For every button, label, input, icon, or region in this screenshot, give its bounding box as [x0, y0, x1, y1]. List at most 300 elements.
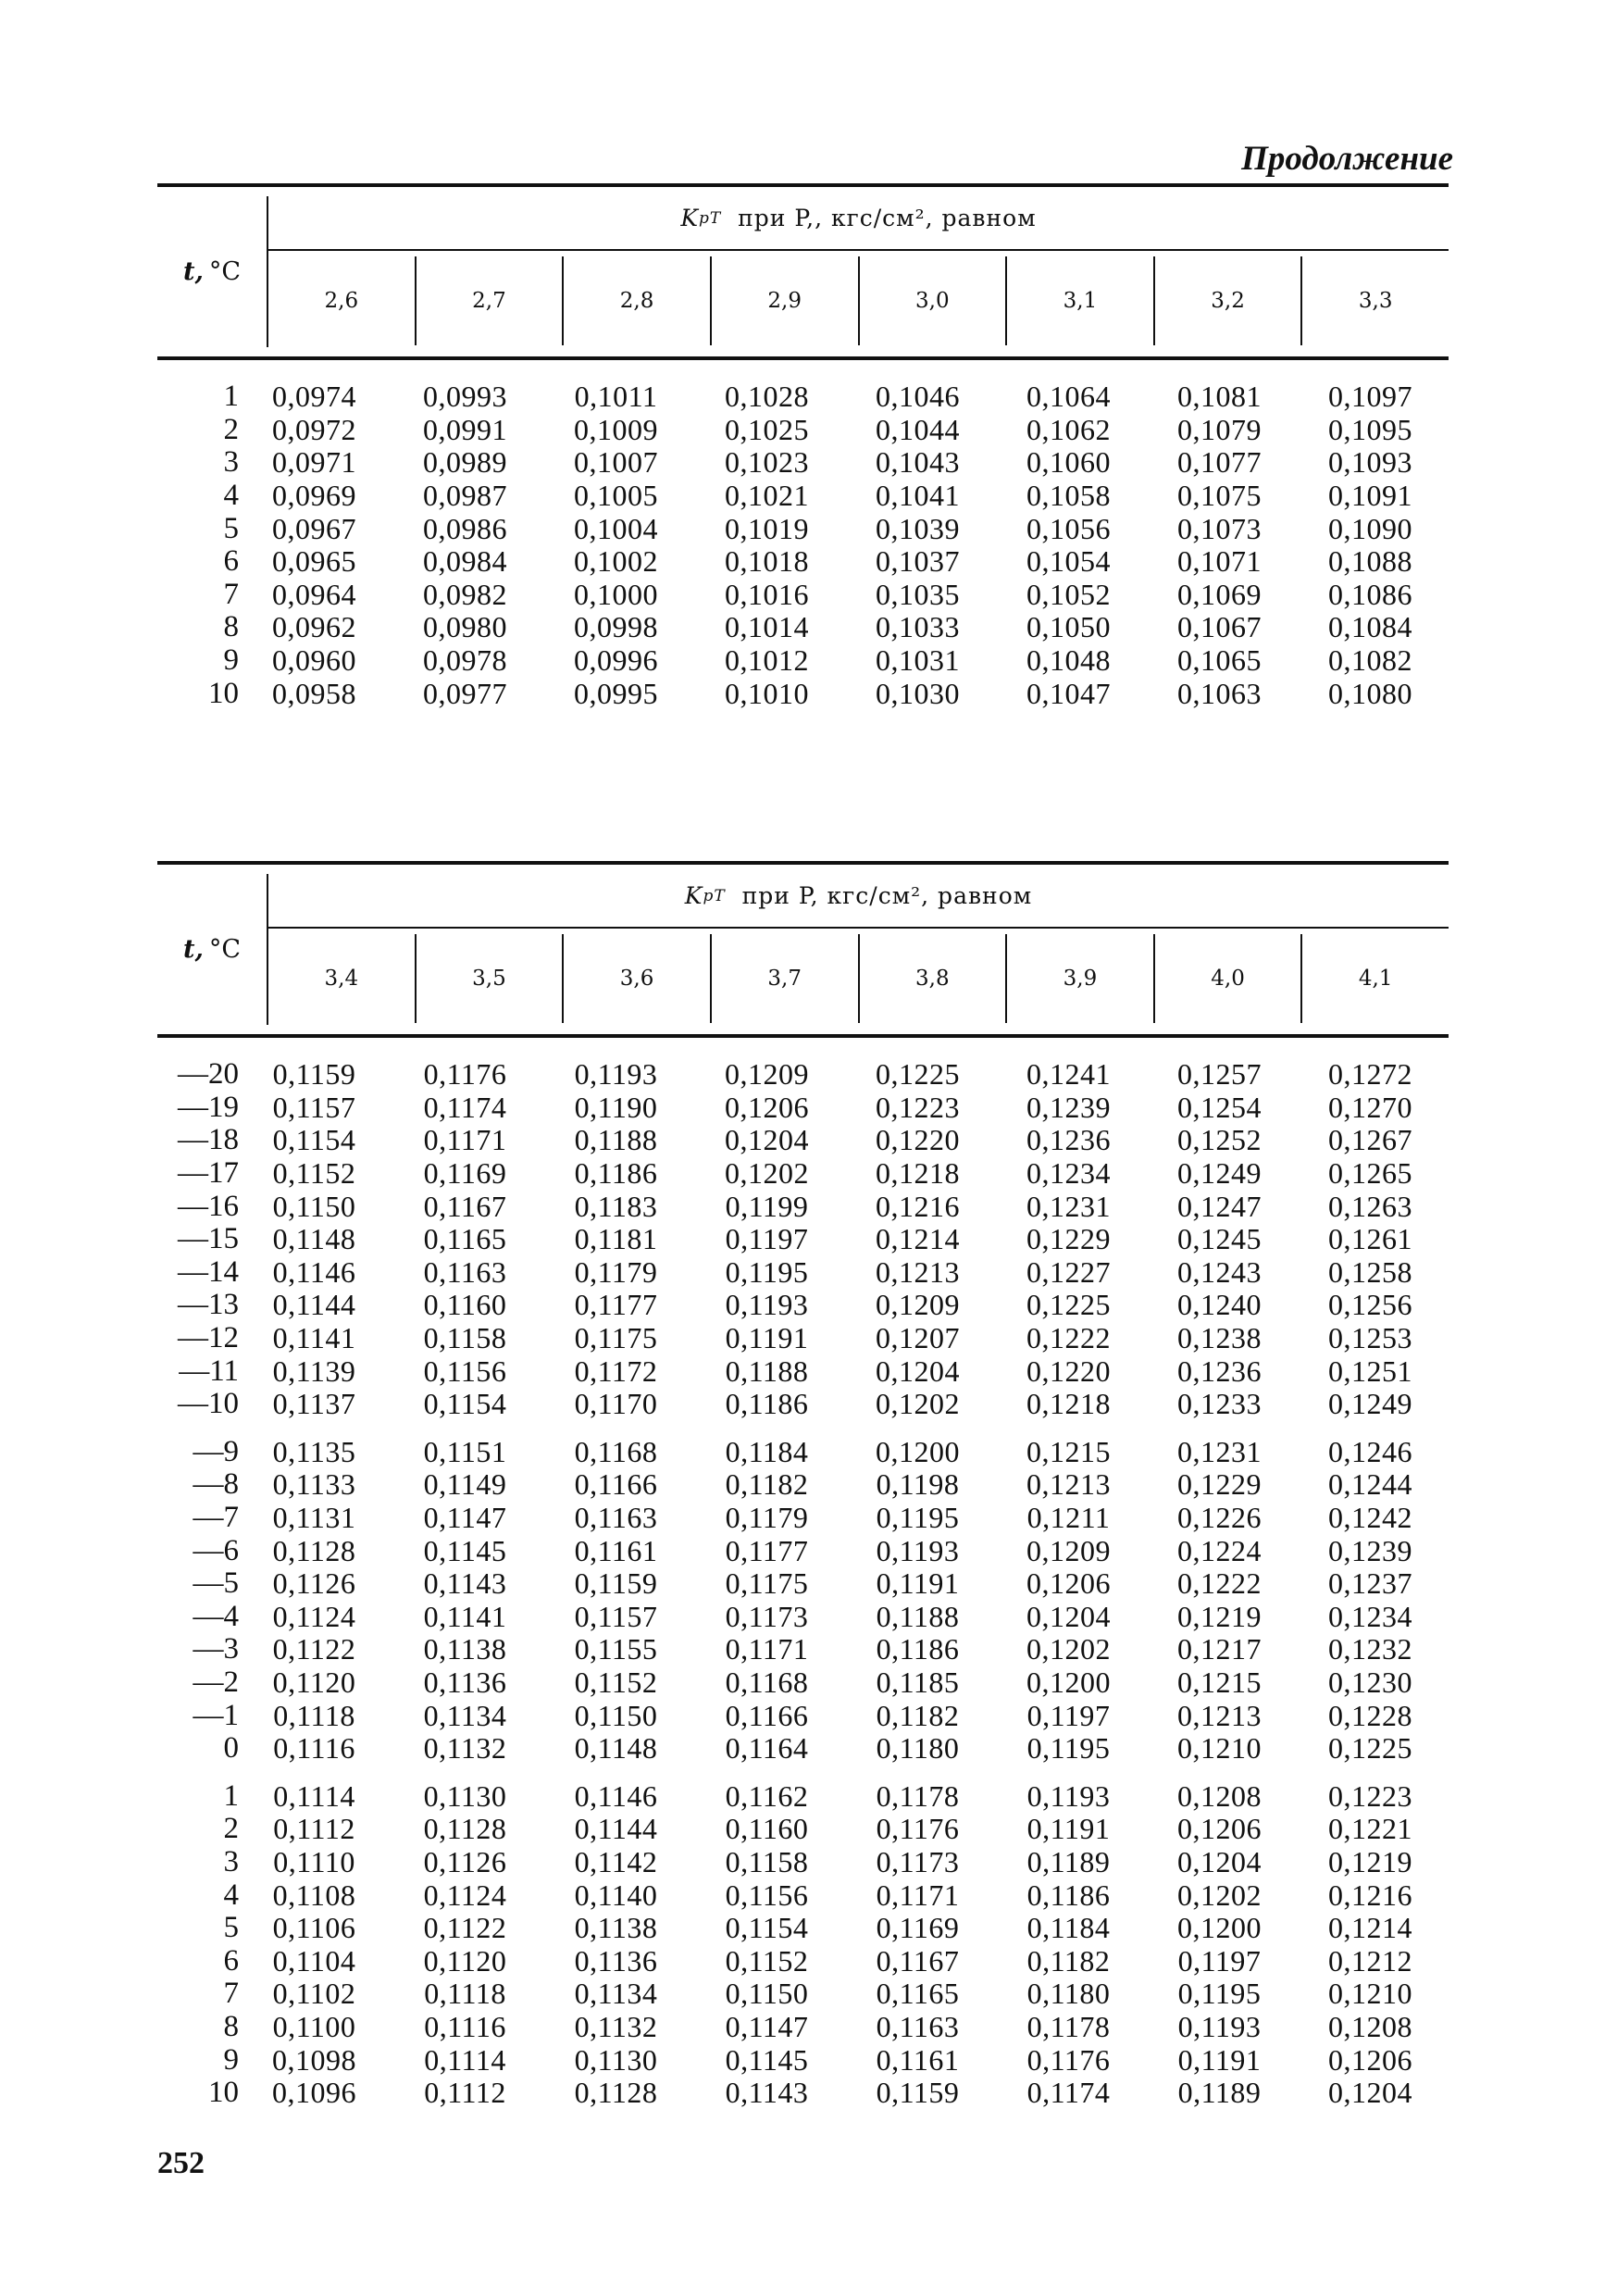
coefficient-cell: 0,1009 [574, 412, 658, 446]
coefficient-cell: 0,1011 [574, 380, 658, 414]
temperature-symbol: t, [182, 257, 204, 286]
coefficient-cell: 0,1208 [1328, 2009, 1412, 2043]
table-row [157, 2043, 1449, 2077]
pressure-column-header: 3,0 [858, 256, 1006, 345]
coefficient-cell: 0,1130 [423, 1778, 507, 1813]
temperature-unit: °C [208, 257, 242, 286]
coefficient-cell: 0,1208 [1177, 1778, 1262, 1813]
coefficient-cell: 0,1097 [1328, 380, 1412, 414]
coefficient-cell: 0,1114 [424, 2042, 506, 2077]
coefficient-cell: 0,1200 [1177, 1911, 1262, 1945]
coefficient-cell: 0,1210 [1177, 1731, 1262, 1766]
temperature-cell: —17 [178, 1156, 239, 1191]
coefficient-cell: 0,1106 [272, 1911, 356, 1945]
coefficient-cell: 0,1131 [272, 1501, 356, 1535]
coefficient-cell: 0,1199 [725, 1189, 809, 1223]
coefficient-cell: 0,1183 [574, 1189, 658, 1223]
coefficient-cell: 0,1223 [1328, 1778, 1412, 1813]
coefficient-cell: 0,1080 [1328, 676, 1412, 710]
coefficient-cell: 0,1154 [272, 1123, 356, 1157]
coefficient-cell: 0,1037 [876, 544, 960, 579]
coefficient-cell: 0,1195 [1177, 1977, 1262, 2011]
table-row [157, 2077, 1449, 2110]
coefficient-cell: 0,0980 [423, 610, 507, 644]
pressure-column-header: 4,1 [1300, 934, 1449, 1023]
coefficient-cell: 0,1206 [1328, 2042, 1412, 2077]
continued-label: Продолжение [1241, 140, 1453, 178]
table-row [157, 1289, 1449, 1322]
temperature-cell: 10 [208, 2076, 239, 2110]
coefficient-cell: 0,1073 [1177, 511, 1262, 545]
table-row [157, 1567, 1449, 1601]
coefficient-cell: 0,1136 [423, 1665, 507, 1699]
coefficient-cell: 0,1204 [876, 1354, 960, 1388]
coefficient-cell: 0,1075 [1177, 479, 1262, 513]
pressure-column-header: 4,0 [1153, 934, 1301, 1023]
table-row [157, 1124, 1449, 1157]
coefficient-cell: 0,1218 [1026, 1387, 1111, 1421]
coefficient-cell: 0,1144 [574, 1812, 658, 1846]
coefficient-cell: 0,1178 [876, 1778, 960, 1813]
table-row [157, 480, 1449, 513]
coefficient-cell: 0,1233 [1177, 1387, 1262, 1421]
coefficient-cell: 0,1096 [272, 2076, 356, 2110]
temperature-cell: 0 [223, 1731, 239, 1766]
coefficient-cell: 0,1143 [423, 1566, 507, 1601]
coefficient-cell: 0,1062 [1026, 412, 1111, 446]
coefficient-cell: 0,1249 [1328, 1387, 1412, 1421]
coefficient-cell: 0,1226 [1177, 1501, 1262, 1535]
table-row [157, 512, 1449, 545]
coefficient-cell: 0,1227 [1026, 1254, 1111, 1289]
temperature-cell: 8 [223, 610, 239, 644]
coefficient-cell: 0,1231 [1177, 1434, 1262, 1468]
coefficient-cell: 0,1191 [725, 1321, 809, 1355]
coefficient-cell: 0,1240 [1177, 1288, 1262, 1322]
temperature-cell: 6 [223, 544, 239, 579]
coefficient-symbol: K [680, 205, 699, 231]
table-row [157, 1468, 1449, 1502]
temperature-header [157, 187, 267, 356]
coefficient-cell: 0,1186 [725, 1387, 809, 1421]
temperature-cell: 5 [223, 1911, 239, 1945]
coefficient-cell: 0,1067 [1177, 610, 1262, 644]
pressure-column-header: 3,8 [858, 934, 1006, 1023]
coefficient-cell: 0,1120 [272, 1665, 356, 1699]
coefficient-cell: 0,1056 [1026, 511, 1111, 545]
coefficient-cell: 0,1228 [1328, 1698, 1412, 1732]
coefficient-cell: 0,1014 [725, 610, 809, 644]
coefficient-cell: 0,1126 [272, 1566, 356, 1601]
coefficient-cell: 0,1263 [1328, 1189, 1412, 1223]
pressure-column-header: 2,7 [415, 256, 563, 345]
temperature-cell: —13 [178, 1288, 239, 1322]
coefficient-cell: 0,1180 [1026, 1977, 1111, 2011]
coefficient-cell: 0,1173 [725, 1599, 809, 1633]
coefficient-cell: 0,1213 [876, 1254, 960, 1289]
table-row [157, 1092, 1449, 1125]
table-row [157, 677, 1449, 710]
coefficient-cell: 0,1219 [1328, 1844, 1412, 1878]
coefficient-cell: 0,1232 [1328, 1632, 1412, 1666]
temperature-cell: —11 [179, 1354, 239, 1388]
coefficient-cell: 0,1191 [1026, 1812, 1111, 1846]
coefficient-cell: 0,1041 [876, 479, 960, 513]
coefficient-cell: 0,1079 [1177, 412, 1262, 446]
coefficient-cell: 0,1184 [1026, 1911, 1111, 1945]
coefficient-cell: 0,1251 [1328, 1354, 1412, 1388]
coefficient-cell: 0,1165 [876, 1977, 960, 2011]
coefficient-cell: 0,1064 [1026, 380, 1111, 414]
coefficient-cell: 0,1157 [574, 1599, 658, 1633]
coefficient-cell: 0,1239 [1328, 1533, 1412, 1567]
coefficient-cell: 0,1237 [1328, 1566, 1412, 1601]
coefficient-cell: 0,1174 [423, 1090, 507, 1124]
coefficient-caption [268, 187, 1449, 249]
coefficient-cell: 0,0960 [272, 643, 356, 678]
coefficient-cell: 0,1126 [423, 1844, 507, 1878]
coefficient-cell: 0,1116 [273, 1731, 355, 1766]
coefficient-cell: 0,1082 [1328, 643, 1412, 678]
coefficient-cell: 0,1086 [1328, 577, 1412, 611]
coefficient-cell: 0,1133 [272, 1467, 356, 1502]
coefficient-cell: 0,1214 [876, 1222, 960, 1256]
coefficient-cell: 0,1185 [876, 1665, 960, 1699]
table-row [157, 1436, 1449, 1469]
coefficient-cell: 0,1209 [1026, 1533, 1111, 1567]
coefficient-cell: 0,1257 [1177, 1057, 1262, 1092]
coefficient-cell: 0,1198 [876, 1467, 960, 1502]
coefficient-cell: 0,0991 [423, 412, 507, 446]
coefficient-cell: 0,1152 [272, 1156, 356, 1191]
coefficient-cell: 0,1140 [574, 1878, 658, 1912]
coefficient-cell: 0,1054 [1026, 544, 1111, 579]
coefficient-cell: 0,1157 [272, 1090, 356, 1124]
coefficient-cell: 0,1204 [725, 1123, 809, 1157]
coefficient-cell: 0,1141 [272, 1321, 356, 1355]
coefficient-cell: 0,0987 [423, 479, 507, 513]
coefficient-cell: 0,1163 [423, 1254, 507, 1289]
coefficient-cell: 0,1159 [876, 2076, 960, 2110]
coefficient-cell: 0,1256 [1328, 1288, 1412, 1322]
coefficient-cell: 0,1161 [876, 2042, 960, 2077]
coefficient-cell: 0,1234 [1328, 1599, 1412, 1633]
coefficient-cell: 0,1267 [1328, 1123, 1412, 1157]
coefficient-cell: 0,1188 [876, 1599, 960, 1633]
coefficient-cell: 0,1052 [1026, 577, 1111, 611]
coefficient-cell: 0,1223 [876, 1090, 960, 1124]
coefficient-cell: 0,1000 [574, 577, 658, 611]
coefficient-cell: 0,1069 [1177, 577, 1262, 611]
coefficient-cell: 0,1225 [1026, 1288, 1111, 1322]
temperature-cell: 4 [223, 479, 239, 513]
table-row [157, 579, 1449, 612]
coefficient-cell: 0,1249 [1177, 1156, 1262, 1191]
coefficient-cell: 0,1175 [725, 1566, 809, 1601]
temperature-cell: 10 [208, 676, 239, 710]
table-row [157, 1846, 1449, 1879]
table-header [157, 183, 1449, 360]
coefficient-table-2 [157, 861, 1449, 2124]
pressure-column-header: 3,5 [415, 934, 563, 1023]
table-row [157, 545, 1449, 579]
coefficient-cell: 0,1077 [1177, 445, 1262, 480]
coefficient-cell: 0,1195 [725, 1254, 809, 1289]
coefficient-cell: 0,1252 [1177, 1123, 1262, 1157]
coefficient-cell: 0,1155 [574, 1632, 658, 1666]
coefficient-cell: 0,1218 [876, 1156, 960, 1191]
coefficient-cell: 0,1108 [272, 1878, 356, 1912]
coefficient-cell: 0,1177 [725, 1533, 809, 1567]
pressure-column-header: 2,9 [710, 256, 858, 345]
coefficient-cell: 0,1200 [876, 1434, 960, 1468]
coefficient-cell: 0,1176 [876, 1812, 960, 1846]
coefficient-cell: 0,0996 [574, 643, 658, 678]
coefficient-cell: 0,1191 [876, 1566, 960, 1601]
coefficient-cell: 0,1005 [574, 479, 658, 513]
coefficient-cell: 0,1065 [1177, 643, 1262, 678]
coefficient-cell: 0,1188 [574, 1123, 658, 1157]
temperature-cell: —12 [178, 1321, 239, 1355]
coefficient-cell: 0,1128 [574, 2076, 658, 2110]
coefficient-cell: 0,1230 [1328, 1665, 1412, 1699]
coefficient-cell: 0,1137 [272, 1387, 356, 1421]
row-group [157, 381, 1449, 710]
coefficient-cell: 0,0995 [574, 676, 658, 710]
temperature-cell: —1 [193, 1698, 239, 1732]
coefficient-cell: 0,1035 [876, 577, 960, 611]
coefficient-cell: 0,1253 [1328, 1321, 1412, 1355]
coefficient-cell: 0,1093 [1328, 445, 1412, 480]
coefficient-cell: 0,1151 [423, 1434, 507, 1468]
coefficient-cell: 0,0965 [272, 544, 356, 579]
coefficient-cell: 0,1130 [574, 2042, 658, 2077]
coefficient-cell: 0,1098 [272, 2042, 356, 2077]
coefficient-cell: 0,0962 [272, 610, 356, 644]
coefficient-cell: 0,1163 [876, 2009, 960, 2043]
coefficient-cell: 0,1180 [876, 1731, 960, 1766]
coefficient-cell: 0,1047 [1026, 676, 1111, 710]
coefficient-cell: 0,1169 [423, 1156, 507, 1191]
coefficient-cell: 0,1160 [423, 1288, 507, 1322]
coefficient-cell: 0,1238 [1177, 1321, 1262, 1355]
coefficient-cell: 0,1039 [876, 511, 960, 545]
coefficient-cell: 0,1050 [1026, 610, 1111, 644]
coefficient-cell: 0,1220 [876, 1123, 960, 1157]
table-row [157, 1601, 1449, 1634]
coefficient-cell: 0,1202 [876, 1387, 960, 1421]
coefficient-cell: 0,1031 [876, 643, 960, 678]
coefficient-cell: 0,1090 [1328, 511, 1412, 545]
coefficient-subscript: pT [703, 886, 726, 905]
coefficient-cell: 0,1138 [574, 1911, 658, 1945]
coefficient-cell: 0,1244 [1328, 1467, 1412, 1502]
coefficient-cell: 0,1118 [424, 1977, 506, 2011]
coefficient-cell: 0,1216 [1328, 1878, 1412, 1912]
temperature-cell: 3 [223, 445, 239, 480]
coefficient-cell: 0,1028 [725, 380, 809, 414]
coefficient-cell: 0,1261 [1328, 1222, 1412, 1256]
coefficient-cell: 0,1195 [1026, 1731, 1111, 1766]
coefficient-cell: 0,1169 [876, 1911, 960, 1945]
table-row [157, 644, 1449, 678]
coefficient-cell: 0,1197 [1177, 1943, 1262, 1978]
coefficient-cell: 0,0958 [272, 676, 356, 710]
temperature-cell: 3 [223, 1844, 239, 1878]
coefficient-cell: 0,1152 [574, 1665, 658, 1699]
coefficient-cell: 0,1154 [725, 1911, 809, 1945]
pressure-column-header: 2,8 [562, 256, 710, 345]
coefficient-cell: 0,1224 [1177, 1533, 1262, 1567]
coefficient-cell: 0,1043 [876, 445, 960, 480]
coefficient-cell: 0,1004 [574, 511, 658, 545]
table-row [157, 1779, 1449, 1813]
coefficient-cell: 0,1100 [272, 2009, 356, 2043]
coefficient-cell: 0,1134 [423, 1698, 507, 1732]
coefficient-cell: 0,1104 [272, 1943, 356, 1978]
coefficient-cell: 0,1222 [1026, 1321, 1111, 1355]
coefficient-cell: 0,1128 [423, 1812, 507, 1846]
coefficient-cell: 0,1120 [423, 1943, 507, 1978]
temperature-cell: —2 [193, 1665, 239, 1699]
coefficient-cell: 0,1193 [1026, 1778, 1111, 1813]
coefficient-cell: 0,1173 [876, 1844, 960, 1878]
temperature-cell: —5 [193, 1566, 239, 1601]
coefficient-cell: 0,1215 [1177, 1665, 1262, 1699]
table-row [157, 1699, 1449, 1732]
coefficient-cell: 0,1063 [1177, 676, 1262, 710]
temperature-cell: 5 [223, 511, 239, 545]
coefficient-cell: 0,1209 [876, 1288, 960, 1322]
coefficient-cell: 0,1048 [1026, 643, 1111, 678]
coefficient-cell: 0,1171 [876, 1878, 960, 1912]
coefficient-cell: 0,1195 [876, 1501, 960, 1535]
coefficient-cell: 0,1124 [423, 1878, 507, 1912]
coefficient-cell: 0,1214 [1328, 1911, 1412, 1945]
coefficient-cell: 0,1159 [272, 1057, 356, 1092]
coefficient-cell: 0,1060 [1026, 445, 1111, 480]
coefficient-cell: 0,1177 [574, 1288, 658, 1322]
coefficient-cell: 0,1142 [574, 1844, 658, 1878]
coefficient-cell: 0,1084 [1328, 610, 1412, 644]
table-row [157, 1354, 1449, 1388]
pressure-column-header: 3,6 [562, 934, 710, 1023]
coefficient-cell: 0,1165 [423, 1222, 507, 1256]
coefficient-cell: 0,1225 [876, 1057, 960, 1092]
temperature-cell: —7 [193, 1501, 239, 1535]
pressure-column-header: 3,3 [1300, 256, 1449, 345]
coefficient-cell: 0,1088 [1328, 544, 1412, 579]
table-row [157, 1666, 1449, 1700]
coefficient-cell: 0,1170 [574, 1387, 658, 1421]
coefficient-cell: 0,1002 [574, 544, 658, 579]
coefficient-cell: 0,1202 [1026, 1632, 1111, 1666]
coefficient-cell: 0,1091 [1328, 479, 1412, 513]
temperature-header [157, 865, 267, 1034]
temperature-cell: 7 [223, 577, 239, 611]
table-row [157, 1732, 1449, 1766]
temperature-cell: 2 [223, 412, 239, 446]
table-row [157, 1633, 1449, 1666]
coefficient-cell: 0,1007 [574, 445, 658, 480]
coefficient-cell: 0,1231 [1026, 1189, 1111, 1223]
coefficient-cell: 0,1234 [1026, 1156, 1111, 1191]
table-row [157, 1502, 1449, 1535]
coefficient-cell: 0,1181 [574, 1222, 658, 1256]
coefficient-cell: 0,1044 [876, 412, 960, 446]
table-body [157, 381, 1449, 710]
coefficient-cell: 0,1146 [574, 1778, 658, 1813]
coefficient-cell: 0,1211 [1026, 1501, 1111, 1535]
coefficient-cell: 0,1148 [272, 1222, 356, 1256]
coefficient-cell: 0,1166 [725, 1698, 809, 1732]
coefficient-cell: 0,1182 [725, 1467, 809, 1502]
coefficient-cell: 0,1124 [272, 1599, 356, 1633]
coefficient-cell: 0,1206 [725, 1090, 809, 1124]
coefficient-cell: 0,0977 [423, 676, 507, 710]
coefficient-cell: 0,1167 [423, 1189, 507, 1223]
coefficient-cell: 0,1204 [1026, 1599, 1111, 1633]
coefficient-cell: 0,1176 [1026, 2042, 1111, 2077]
coefficient-cell: 0,1189 [1026, 1844, 1111, 1878]
table-row [157, 414, 1449, 447]
coefficient-cell: 0,1128 [272, 1533, 356, 1567]
coefficient-cell: 0,1186 [876, 1632, 960, 1666]
row-group [157, 1436, 1449, 1766]
coefficient-cell: 0,1122 [423, 1911, 507, 1945]
temperature-cell: 2 [223, 1812, 239, 1846]
pressure-column-header: 2,6 [324, 289, 359, 313]
coefficient-cell: 0,1204 [1177, 1844, 1262, 1878]
coefficient-cell: 0,1200 [1026, 1665, 1111, 1699]
coefficient-cell: 0,1148 [574, 1731, 658, 1766]
table-row [157, 1322, 1449, 1355]
table-row [157, 1878, 1449, 1912]
coefficient-cell: 0,1102 [272, 1977, 356, 2011]
table-row [157, 2011, 1449, 2044]
coefficient-cell: 0,1134 [574, 1977, 658, 2011]
coefficient-cell: 0,1110 [273, 1844, 355, 1878]
coefficient-cell: 0,1161 [574, 1533, 658, 1567]
coefficient-cell: 0,1147 [423, 1501, 507, 1535]
coefficient-cell: 0,1242 [1328, 1501, 1412, 1535]
coefficient-cell: 0,1159 [574, 1566, 658, 1601]
coefficient-cell: 0,1270 [1328, 1090, 1412, 1124]
coefficient-cell: 0,0984 [423, 544, 507, 579]
coefficient-cell: 0,1239 [1026, 1090, 1111, 1124]
temperature-cell: —8 [193, 1467, 239, 1502]
pressure-header-row [268, 251, 1449, 356]
pressure-column-header: 3,9 [1005, 934, 1153, 1023]
coefficient-cell: 0,1025 [725, 412, 809, 446]
coefficient-cell: 0,1216 [876, 1189, 960, 1223]
coefficient-cell: 0,1012 [725, 643, 809, 678]
coefficient-cell: 0,1184 [725, 1434, 809, 1468]
coefficient-cell: 0,1193 [1177, 2009, 1262, 2043]
coefficient-cell: 0,1206 [1026, 1566, 1111, 1601]
coefficient-cell: 0,1202 [1177, 1878, 1262, 1912]
table-row [157, 446, 1449, 480]
coefficient-cell: 0,1182 [876, 1698, 960, 1732]
coefficient-cell: 0,1213 [1026, 1467, 1111, 1502]
coefficient-cell: 0,0993 [423, 380, 507, 414]
coefficient-cell: 0,1168 [725, 1665, 809, 1699]
coefficient-cell: 0,1236 [1026, 1123, 1111, 1157]
coefficient-cell: 0,1258 [1328, 1254, 1412, 1289]
coefficient-cell: 0,1197 [725, 1222, 809, 1256]
coefficient-cell: 0,1179 [574, 1254, 658, 1289]
coefficient-cell: 0,1202 [725, 1156, 809, 1191]
